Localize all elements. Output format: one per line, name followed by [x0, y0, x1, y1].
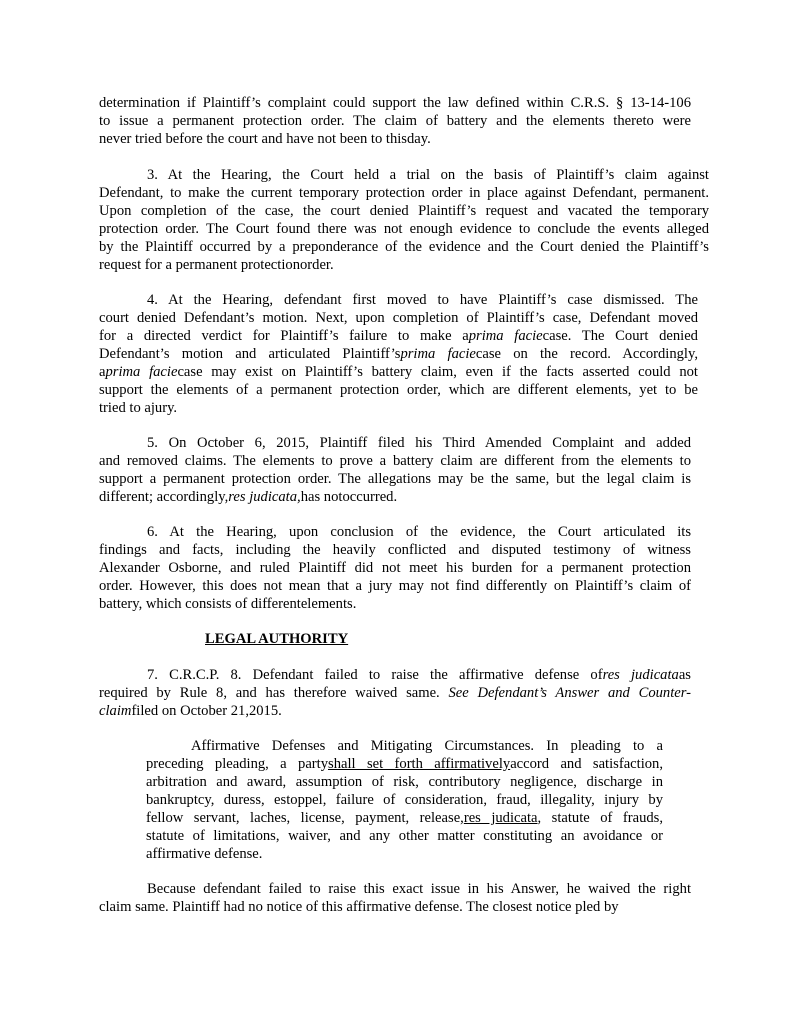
text-line	[99, 327, 698, 345]
text-line	[147, 666, 691, 684]
section-heading: LEGAL AUTHORITY	[205, 631, 349, 647]
text-line: Upon completion of the case, the court denied Plaintiff’s request and vacated the temporary	[99, 203, 709, 219]
text-line: and removed claims. The elements to prove a battery claim are different from the elements to	[99, 453, 691, 469]
underlined-term: shall set forth affirmatively	[328, 756, 511, 772]
text-run: case. The Court denied	[542, 328, 698, 344]
italic-term: prima facie	[105, 364, 178, 380]
italic-term: prima facie	[468, 328, 543, 344]
text-line	[99, 702, 282, 720]
text-line	[146, 809, 663, 827]
text-run: case may exist on Plaintiff’s battery claim, even if the facts asserted could not	[177, 364, 698, 380]
text-line: order. However, this does not mean that a jury may not find differently on Plaintiff’s claim of	[99, 578, 691, 594]
text-line: court denied Defendant’s motion. Next, upon completion of Plaintiff’s case, Defendant moved	[99, 310, 698, 326]
text-line: Affirmative Defenses and Mitigating Circumstances. In pleading to a	[191, 738, 663, 754]
citation: See Defendant’s Answer and Counter-	[448, 685, 692, 701]
text-line: support the elements of a permanent protection order, which are different elements, yet to be	[99, 382, 698, 398]
text-line: Because defendant failed to raise this exact issue in his Answer, he waived the right	[147, 881, 691, 897]
text-line: 6. At the Hearing, upon conclusion of the evidence, the Court articulated its	[147, 524, 691, 540]
underlined-term: res judicata	[463, 810, 538, 826]
text-run: a	[99, 364, 106, 380]
text-line: 3. At the Hearing, the Court held a trial on the basis of Plaintiff’s claim against	[147, 167, 709, 183]
text-line	[146, 755, 663, 773]
text-line: battery, which consists of differentelements.	[99, 596, 357, 612]
text-run: has notoccurred.	[300, 489, 398, 505]
text-line: 4. At the Hearing, defendant first moved to have Plaintiff’s case dismissed. The	[147, 292, 698, 308]
text-line: by the Plaintiff occurred by a preponderance of the evidence and the Court denied the Plaintiff’s	[99, 239, 709, 255]
text-line	[99, 363, 698, 381]
text-line: to issue a permanent protection order. The claim of battery and the elements thereto were	[99, 113, 691, 129]
text-run: , statute of frauds,	[537, 810, 664, 826]
text-line: bankruptcy, duress, estoppel, failure of consideration, fraud, illegality, injury by	[146, 792, 663, 808]
text-line	[99, 488, 397, 506]
text-run: as	[678, 667, 691, 683]
text-line: Defendant, to make the current temporary protection order in place against Defendant, permanent.	[99, 185, 709, 201]
text-run: for a directed verdict for Plaintiff’s failure to make a	[99, 328, 469, 344]
text-run: case on the record. Accordingly,	[475, 346, 698, 362]
text-run: filed on October 21,2015.	[131, 703, 282, 719]
text-line: arbitration and award, assumption of risk, contributory negligence, discharge in	[146, 774, 663, 790]
text-line: findings and facts, including the heavily conflicted and disputed testimony of witness	[99, 542, 691, 558]
text-run: different; accordingly,	[99, 489, 229, 505]
text-run: accord and satisfaction,	[510, 756, 663, 772]
text-line: affirmative defense.	[146, 846, 263, 862]
text-line: request for a permanent protectionorder.	[99, 257, 334, 273]
text-line: Alexander Osborne, and ruled Plaintiff did not meet his burden for a permanent protection	[99, 560, 691, 576]
text-line: support a permanent protection order. The allegations may be the same, but the legal claim is	[99, 471, 691, 487]
text-run: preceding pleading, a party	[146, 756, 329, 772]
citation: claim	[99, 703, 132, 719]
text-line: protection order. The Court found there was not enough evidence to conclude the events alleged	[99, 221, 709, 237]
italic-term: res judicata	[602, 667, 679, 683]
italic-term: prima facie	[400, 346, 476, 362]
text-line: statute of limitations, waiver, and any other matter constituting an avoidance or	[146, 828, 663, 844]
text-run: 7. C.R.C.P. 8. Defendant failed to raise the affirmative defense of	[147, 667, 603, 683]
text-line: 5. On October 6, 2015, Plaintiff filed his Third Amended Complaint and added	[147, 435, 691, 451]
text-line: claim same. Plaintiff had no notice of this affirmative defense. The closest notice pled by	[99, 899, 619, 915]
text-line: tried to ajury.	[99, 400, 178, 416]
text-run: Defendant’s motion and articulated Plaintiff’s	[99, 346, 401, 362]
text-line	[99, 684, 691, 702]
text-run: fellow servant, laches, license, payment, release,	[146, 810, 464, 826]
text-run: required by Rule 8, and has therefore waived same.	[99, 685, 440, 701]
italic-term: res judicata,	[228, 489, 301, 505]
text-line	[99, 345, 698, 363]
text-line: never tried before the court and have not been to thisday.	[99, 131, 431, 147]
text-line: determination if Plaintiff’s complaint could support the law defined within C.R.S. § 13-14-106	[99, 95, 691, 111]
